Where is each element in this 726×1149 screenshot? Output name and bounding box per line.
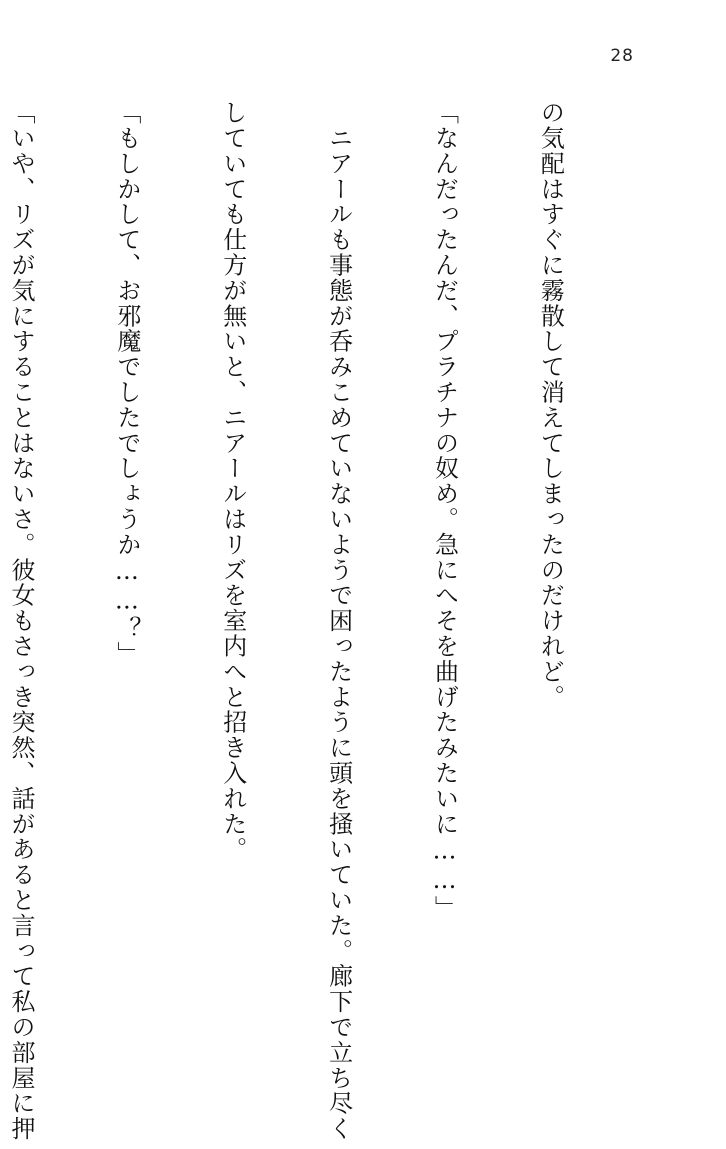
text-line: ニアールも事態が呑みこめていないようで困ったように頭を掻いていた。廊下で立ち尽く [324, 100, 353, 1142]
text-line: 「もしかして、お邪魔でしたでしょうか……？」 [112, 100, 141, 667]
text-line: 「いや、リズが気にすることはないさ。彼女もさっき突然、話があると言って私の部屋に押 [6, 100, 35, 1142]
text-line: の気配はすぐに霧散して消えてしまったのだけれど。 [536, 100, 565, 710]
text-line: していても仕方が無いと、ニアールはリズを室内へと招き入れた。 [218, 100, 247, 862]
vertical-text-block [0, 100, 638, 1142]
page-number: 28 [610, 46, 634, 66]
text-line: 「なんだったんだ、プラチナの奴め。急にへそを曲げたみたいに……」 [430, 100, 459, 921]
